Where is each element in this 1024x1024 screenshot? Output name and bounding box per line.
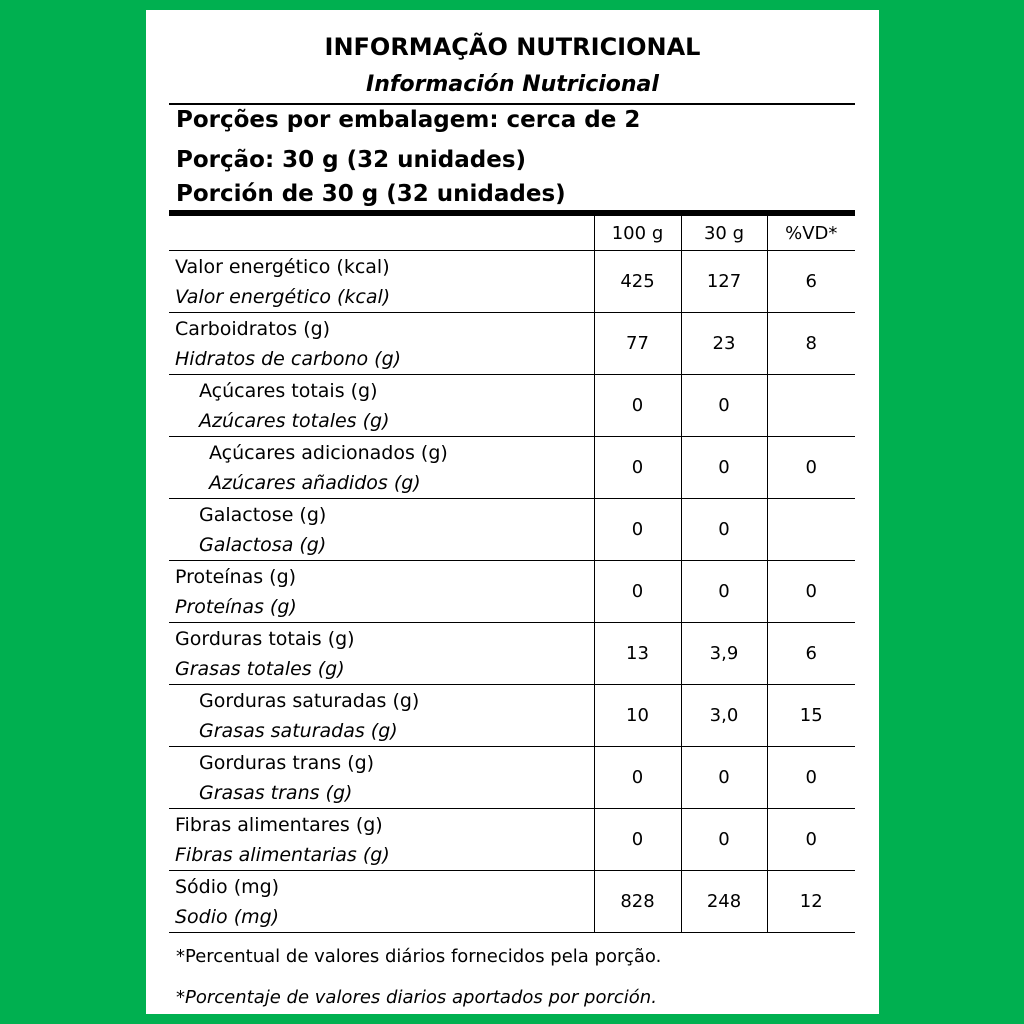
value-100g: 828 — [594, 871, 681, 933]
nutrient-name-pt: Gorduras saturadas (g) — [199, 689, 420, 712]
table-row — [169, 871, 855, 933]
nutrient-name-pt: Carboidratos (g) — [175, 317, 331, 340]
table-header-row — [169, 216, 855, 251]
nutrient-name-cell — [169, 623, 594, 685]
value-vd: 8 — [767, 313, 855, 375]
value-vd: 12 — [767, 871, 855, 933]
nutrient-name-pt: Fibras alimentares (g) — [175, 813, 383, 836]
value-30g: 0 — [681, 437, 767, 499]
value-100g: 0 — [594, 561, 681, 623]
footnote-es: *Porcentaje de valores diarios aportados por porción. — [176, 987, 657, 1008]
value-vd: 0 — [767, 561, 855, 623]
nutrient-name-es: Galactosa (g) — [199, 533, 327, 556]
header-vd: %VD* — [767, 216, 855, 251]
portions-per-package: Porções por embalagem: cerca de 2 — [176, 107, 641, 133]
header-100g: 100 g — [594, 216, 681, 251]
nutrient-name-es: Grasas trans (g) — [199, 781, 353, 804]
value-30g: 248 — [681, 871, 767, 933]
table-row — [169, 251, 855, 313]
nutrient-name-cell — [169, 499, 594, 561]
table-row — [169, 623, 855, 685]
nutrient-name-pt: Sódio (mg) — [175, 875, 280, 898]
nutrient-name-pt: Galactose (g) — [199, 503, 327, 526]
nutrient-name-cell — [169, 251, 594, 313]
table-row — [169, 375, 855, 437]
table-row — [169, 809, 855, 871]
value-100g: 0 — [594, 747, 681, 809]
nutrient-name-es: Fibras alimentarias (g) — [175, 843, 390, 866]
nutrient-name-es: Azúcares añadidos (g) — [209, 471, 421, 494]
nutrient-name-cell — [169, 747, 594, 809]
nutrient-name-es: Grasas saturadas (g) — [199, 719, 398, 742]
nutrient-name-es: Hidratos de carbono (g) — [175, 347, 402, 370]
nutrition-label — [146, 10, 879, 1014]
value-100g: 13 — [594, 623, 681, 685]
value-100g: 0 — [594, 499, 681, 561]
nutrient-name-es: Sodio (mg) — [175, 905, 280, 928]
table-row — [169, 437, 855, 499]
nutrient-name-cell — [169, 685, 594, 747]
portion-size-pt: Porção: 30 g (32 unidades) — [176, 147, 527, 173]
value-vd: 0 — [767, 437, 855, 499]
value-30g: 3,9 — [681, 623, 767, 685]
table-row — [169, 685, 855, 747]
value-vd — [767, 499, 855, 561]
nutrient-name-cell — [169, 809, 594, 871]
value-30g: 0 — [681, 747, 767, 809]
value-30g: 0 — [681, 499, 767, 561]
value-vd: 6 — [767, 623, 855, 685]
nutrient-name-pt: Gorduras totais (g) — [175, 627, 355, 650]
nutrient-name-cell — [169, 561, 594, 623]
value-30g: 3,0 — [681, 685, 767, 747]
nutrient-name-es: Azúcares totales (g) — [199, 409, 390, 432]
value-30g: 0 — [681, 809, 767, 871]
table-row — [169, 313, 855, 375]
table-row — [169, 747, 855, 809]
value-vd: 15 — [767, 685, 855, 747]
footnote-pt: *Percentual de valores diários fornecidos pela porção. — [176, 946, 662, 967]
header-blank — [169, 216, 594, 251]
nutrient-name-es: Grasas totales (g) — [175, 657, 345, 680]
value-100g: 0 — [594, 437, 681, 499]
value-100g: 77 — [594, 313, 681, 375]
nutrient-name-pt: Gorduras trans (g) — [199, 751, 375, 774]
table-row — [169, 499, 855, 561]
value-30g: 23 — [681, 313, 767, 375]
nutrient-name-cell — [169, 375, 594, 437]
nutrient-name-pt: Açúcares totais (g) — [199, 379, 378, 402]
nutrient-name-cell — [169, 871, 594, 933]
value-30g: 0 — [681, 375, 767, 437]
value-30g: 127 — [681, 251, 767, 313]
value-vd: 6 — [767, 251, 855, 313]
nutrition-table — [169, 216, 855, 933]
header-30g: 30 g — [681, 216, 767, 251]
value-100g: 10 — [594, 685, 681, 747]
value-vd: 0 — [767, 809, 855, 871]
nutrient-name-es: Valor energético (kcal) — [175, 285, 391, 308]
value-vd — [767, 375, 855, 437]
value-100g: 0 — [594, 375, 681, 437]
nutrient-name-cell — [169, 437, 594, 499]
value-30g: 0 — [681, 561, 767, 623]
label-title: INFORMAÇÃO NUTRICIONAL — [324, 33, 701, 61]
value-100g: 0 — [594, 809, 681, 871]
nutrient-name-pt: Açúcares adicionados (g) — [209, 441, 448, 464]
nutrient-name-es: Proteínas (g) — [175, 595, 297, 618]
nutrient-name-cell — [169, 313, 594, 375]
nutrient-name-pt: Valor energético (kcal) — [175, 255, 390, 278]
table-row — [169, 561, 855, 623]
value-100g: 425 — [594, 251, 681, 313]
value-vd: 0 — [767, 747, 855, 809]
portion-size-es: Porción de 30 g (32 unidades) — [176, 181, 566, 207]
nutrient-name-pt: Proteínas (g) — [175, 565, 297, 588]
label-subtitle: Información Nutricional — [366, 72, 659, 97]
